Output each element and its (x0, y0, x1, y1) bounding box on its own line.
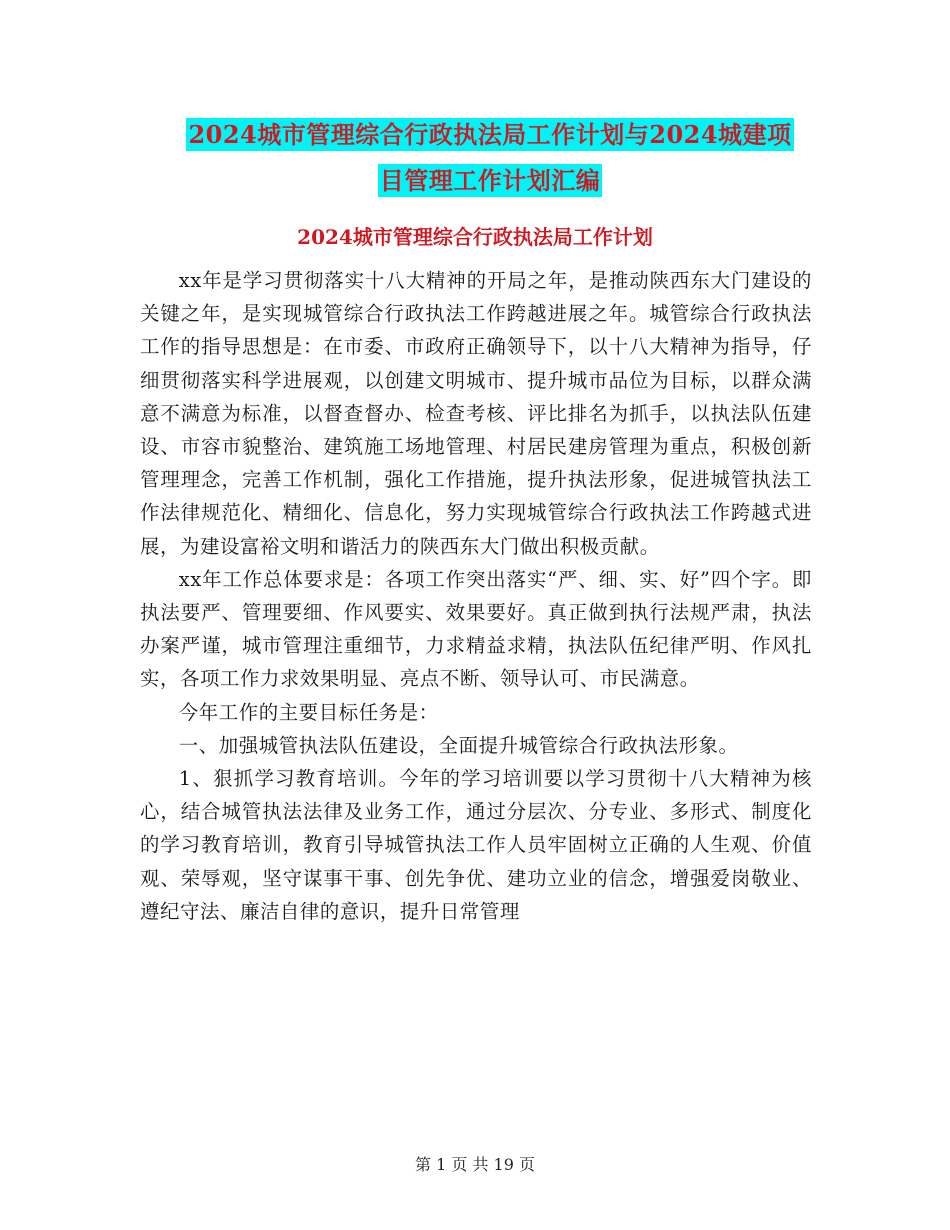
document-title-line-1: 2024城市管理综合行政执法局工作计划与2024城建项 (188, 120, 792, 149)
document-title (140, 112, 840, 204)
paragraph-guiding-thought: xx年是学习贯彻落实十八大精神的开局之年，是推动陕西东大门建设的关键之年，是实现城管综合行政执法工作跨越进展之年。城管综合行政执法工作的指导思想是：在市委、市政府正确领导下，以十八大精神为指导，仔细贯彻落实科学进展观，以创建文明城市、提升城市品位为目标，以群众满意不满意为标准，以督查督办、检查考核、评比排名为抓手，以执法队伍建设、市容市貌整治、建筑施工场地管理、村居民建房管理为重点，积极创新管理理念，完善工作机制，强化工作措施，提升执法形象，促进城管执法工作法律规范化、精细化、信息化，努力实现城管综合行政执法工作跨越式进展，为建设富裕文明和谐活力的陕西东大门做出积极贡献。 (140, 269, 812, 558)
paragraph-heading-team-building: 一、加强城管执法队伍建设，全面提升城管综合行政执法形象。 (178, 733, 739, 757)
document-title-line-2: 目管理工作计划汇编 (379, 166, 601, 195)
section-title: 2024城市管理综合行政执法局工作计划 (297, 225, 653, 249)
paragraph-main-goals-intro: 今年工作的主要目标任务是： (178, 700, 439, 724)
page-footer: 第 1 页 共 19 页 (415, 1155, 535, 1174)
paragraph-study-training: 1、狠抓学习教育培训。今年的学习培训要以学习贯彻十八大精神为核心，结合城管执法法律及业务工作，通过分层次、分专业、多形式、制度化的学习教育培训，教育引导城管执法工作人员牢固树立正确的人生观、价值观、荣辱观，坚守谋事干事、创先争优、建功立业的信念，增强爱岗敬业、遵纪守法、廉洁自律的意识，提升日常管理 (140, 767, 812, 923)
document-body (140, 264, 812, 928)
paragraph-overall-requirements: xx年工作总体要求是：各项工作突出落实“严、细、实、好”四个字。即执法要严、管理要细、作风要实、效果要好。真正做到执行法规严肃，执法办案严谨，城市管理注重细节，力求精益求精，执法队伍纪律严明、作风扎实，各项工作力求效果明显、亮点不断、领导认可、市民满意。 (140, 567, 812, 691)
